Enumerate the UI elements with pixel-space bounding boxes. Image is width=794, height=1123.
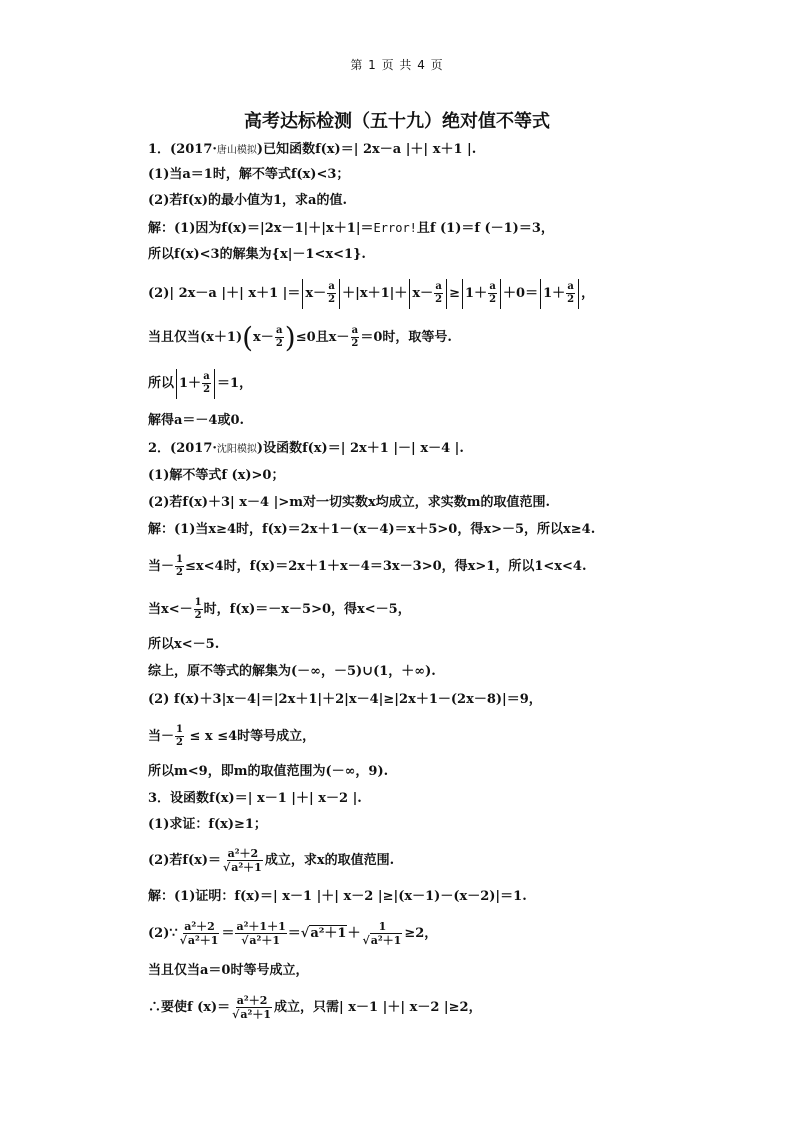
problem-3-sol-2: (2)∵ $\frac{\text{a²＋2}}{\text{√a²＋1}}$ ＝ $\frac{\text{a²＋1＋1}}{\text{√a²＋1}}$ ＝√a²＋1＋ $\frac{1}{\text{√a²＋1}}$ ≥2， bbox=[148, 920, 438, 947]
problem-2-sol-2: 当－ $\frac{1}{2}$ ≤x<4时，f(x)＝2x＋1＋x－4＝3x－3>0，得x>1，所以1<x<4. bbox=[148, 554, 587, 578]
fraction: $\frac{\text{a²＋2}}{\text{√a²＋1}}$ bbox=[179, 920, 219, 947]
fraction: $\frac{a}{2}$ bbox=[567, 281, 575, 305]
problem-3-sol-4: ∴要使f (x)＝ $\frac{\text{a²＋2}}{\text{√a²＋1}}$ 成立，只需| x－1 |＋| x－2 |≥2， bbox=[148, 994, 482, 1021]
problem-2-sol-6: (2) f(x)＋3|x－4|＝|2x＋1|＋2|x－4|≥|2x＋1－(2x－8)|＝9， bbox=[148, 692, 542, 707]
error-text: Error! bbox=[373, 221, 417, 235]
source-label: 沈阳模拟 bbox=[216, 444, 257, 455]
fraction: $\frac{\text{a²＋1＋1}}{\text{√a²＋1}}$ bbox=[236, 920, 286, 947]
page-number-label: 第 1 页 共 4 页 bbox=[350, 58, 444, 72]
problem-3-q2: (2)若f(x)＝ $\frac{\text{a²＋2}}{\text{√a²＋1}}$ 成立，求x的取值范围. bbox=[148, 847, 395, 874]
source-label: 唐山模拟 bbox=[216, 145, 257, 156]
fraction: $\frac{a}{2}$ bbox=[275, 325, 283, 349]
problem-3-stem: 3．设函数f(x)＝| x－1 |＋| x－2 |. bbox=[148, 791, 362, 806]
problem-3-sol-1: 解：(1)证明：f(x)＝| x－1 |＋| x－2 |≥|(x－1)－(x－2)|＝1. bbox=[148, 889, 527, 904]
problem-1-sol-3: (2)| 2x－a |＋| x＋1 |＝ x－ $\frac{a}{2}$ ＋|x＋1|＋ x－ $\frac{a}{2}$ ≥ 1＋ $\frac{a}{2}$ ＋0＝ 1＋ $\frac{a}{2}$ ， bbox=[148, 276, 594, 312]
problem-1-sol-5: 所以 1＋ $\frac{a}{2}$ ＝1， bbox=[148, 366, 252, 402]
problem-3-q1: (1)求证：f(x)≥1； bbox=[148, 817, 267, 832]
problem-1-stem: 1．(2017·唐山模拟)已知函数f(x)＝| 2x－a |＋| x＋1 |. bbox=[148, 142, 477, 157]
fraction: $\frac{1}{2}$ bbox=[176, 554, 183, 578]
problem-2-q1: (1)解不等式f (x)>0； bbox=[148, 468, 285, 483]
fraction: $\frac{\text{a²＋2}}{\text{√a²＋1}}$ bbox=[232, 994, 272, 1021]
problem-2-sol-8: 所以m<9，即m的取值范围为(－∞，9). bbox=[148, 764, 389, 779]
document-title: 高考达标检测（五十九）绝对值不等式 bbox=[244, 111, 550, 132]
fraction: $\frac{a}{2}$ bbox=[203, 371, 211, 395]
problem-2-stem: 2．(2017·沈阳模拟)设函数f(x)＝| 2x＋1 |－| x－4 |. bbox=[148, 441, 464, 456]
fraction: $\frac{a}{2}$ bbox=[328, 281, 336, 305]
fraction: $\frac{a}{2}$ bbox=[435, 281, 443, 305]
problem-2-sol-4: 所以x<－5. bbox=[148, 637, 220, 652]
problem-3-sol-3: 当且仅当a＝0时等号成立， bbox=[148, 963, 309, 978]
fraction: $\frac{a}{2}$ bbox=[489, 281, 497, 305]
problem-2-sol-7: 当－ $\frac{1}{2}$ ≤ x ≤4时等号成立， bbox=[148, 724, 316, 748]
problem-2-q2: (2)若f(x)＋3| x－4 |>m对一切实数x均成立，求实数m的取值范围. bbox=[148, 495, 551, 510]
problem-2-sol-5: 综上，原不等式的解集为(－∞，－5)∪(1，＋∞). bbox=[148, 664, 436, 679]
fraction: $\frac{1}{2}$ bbox=[194, 597, 202, 621]
problem-1-q1: (1)当a＝1时，解不等式f(x)<3； bbox=[148, 167, 350, 182]
fraction: $\frac{1}{2}$ bbox=[176, 724, 183, 748]
problem-1-sol-1: 解：(1)因为f(x)＝|2x－1|＋|x＋1|＝Error!且f (1)＝f (－1)＝3， bbox=[148, 221, 554, 236]
problem-2-sol-3: 当x<－ $\frac{1}{2}$ 时，f(x)＝－x－5>0，得x<－5， bbox=[148, 597, 411, 621]
problem-1-sol-4: 当且仅当(x＋1)(x－ $\frac{a}{2}$ )≤0且x－ $\frac{a}{2}$ ＝0时，取等号. bbox=[148, 320, 452, 354]
problem-2-sol-1: 解：(1)当x≥4时，f(x)＝2x＋1－(x－4)＝x＋5>0，得x>－5，所以x≥4. bbox=[148, 522, 596, 537]
fraction: $\frac{\text{a²＋2}}{\text{√a²＋1}}$ bbox=[223, 847, 262, 874]
problem-1-q2: (2)若f(x)的最小值为1，求a的值. bbox=[148, 193, 347, 208]
fraction: $\frac{a}{2}$ bbox=[351, 325, 359, 349]
fraction: $\frac{1}{\text{√a²＋1}}$ bbox=[362, 920, 402, 947]
problem-1-sol-2: 所以f(x)<3的解集为{x|－1<x<1}. bbox=[148, 247, 366, 262]
problem-1-sol-6: 解得a＝－4或0. bbox=[148, 413, 245, 428]
